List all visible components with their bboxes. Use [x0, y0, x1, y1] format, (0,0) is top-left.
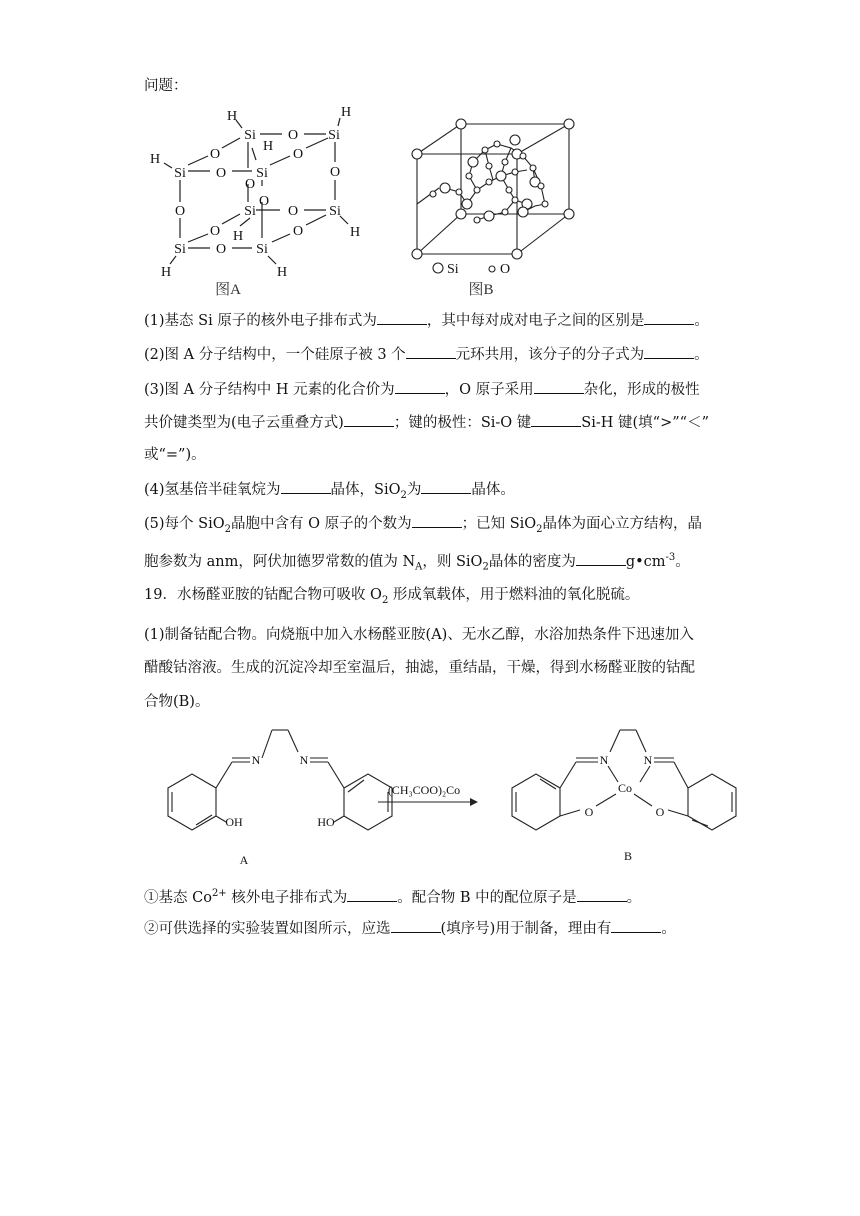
section-label: 问题：: [144, 78, 188, 94]
h-atom-label: H: [262, 139, 274, 154]
si-atom-label: Si: [328, 128, 340, 143]
answer-blank[interactable]: [531, 412, 581, 427]
hydroxyl-label: OH: [225, 815, 243, 829]
h-atom-label: H: [232, 229, 244, 244]
nitrogen-atom-label: N: [599, 753, 609, 767]
o-atom-label: O: [209, 224, 221, 239]
q18-part3-end: 或“=”)。: [144, 447, 206, 463]
si-atom-label: Si: [256, 166, 268, 181]
cobalt-atom-label: Co: [617, 781, 633, 795]
q18-part5: (5)每个 SiO$_2$晶胞中含有 O 原子的个数为 ；已知 SiO$_2$晶体为面心立方结构，晶: [144, 513, 702, 540]
answer-blank[interactable]: [644, 310, 694, 325]
q18-part4: (4)氢基倍半硅氧烷为 晶体，SiO$_2$为 晶体。: [144, 479, 515, 506]
q18-part3: (3)图 A 分子结构中 H 元素的化合价为 ，O 原子采用 杂化，形成的极性: [144, 379, 700, 400]
si-atom-label: Si: [174, 166, 186, 181]
answer-blank[interactable]: [347, 887, 397, 902]
oxygen-atom-label: O: [584, 805, 594, 819]
q19-sub1: ①基态 $Co^{2+}$ 核外电子排布式为 。配合物 B 中的配位原子是 。: [144, 888, 642, 906]
si-atom-label: Si: [256, 242, 268, 257]
answer-blank[interactable]: [644, 344, 694, 359]
oxygen-atom-label: O: [655, 805, 665, 819]
q19-paragraph-line: 醋酸钴溶液。生成的沉淀冷却至室温后，抽滤，重结晶，干燥，得到水杨醛亚胺的钴配: [144, 660, 695, 676]
figure-b-unit-cell: [405, 112, 595, 302]
figure-b-legend: [433, 262, 510, 277]
legend-si-label: Si: [447, 262, 459, 277]
nitrogen-atom-label: N: [251, 753, 261, 767]
o-atom-label: O: [292, 147, 304, 162]
q18-part5-cont: 胞参数为 anm，阿伏加德罗常数的值为 $N_A$，则 SiO$_2$晶体的密度为 $g•cm^{-3}$。: [144, 552, 690, 573]
figure-b-caption: 图B: [468, 282, 494, 298]
h-atom-label: H: [349, 225, 361, 240]
o-atom-label: O: [292, 224, 304, 239]
o-atom-label: O: [174, 204, 186, 219]
answer-blank[interactable]: [611, 918, 661, 933]
answer-blank[interactable]: [534, 379, 584, 394]
si-atom-label: Si: [329, 204, 341, 219]
reaction-scheme: [140, 722, 740, 872]
q18-part3-cont: 共价键类型为(电子云重叠方式) ；键的极性：Si-O 键 Si-H 键(填“>”“＜”: [144, 412, 709, 433]
figure-a-structure: [140, 98, 380, 303]
q19-paragraph-line: (1)制备钴配合物。向烧瓶中加入水杨醛亚胺(A)、无水乙醇，水浴加热条件下迅速加入: [144, 627, 694, 643]
o-atom-label: O: [287, 204, 299, 219]
o-atom-label: O: [287, 128, 299, 143]
answer-blank[interactable]: [577, 887, 627, 902]
o-atom-label: O: [215, 242, 227, 257]
compound-b-label: B: [623, 849, 633, 863]
q18-part2: (2)图 A 分子结构中，一个硅原子被 3 个 元环共用，该分子的分子式为 。: [144, 344, 709, 365]
o-atom-label: O: [329, 165, 341, 180]
answer-blank[interactable]: [412, 513, 462, 528]
o-atom-label: O: [258, 194, 270, 209]
q19-paragraph-line: 合物(B)。: [144, 694, 210, 710]
h-atom-label: H: [160, 265, 172, 280]
h-atom-label: H: [149, 152, 161, 167]
legend-o-label: O: [500, 262, 511, 277]
answer-blank[interactable]: [421, 479, 471, 494]
q19-title: 19．水杨醛亚胺的钴配合物可吸收 $O_2$ 形成氧载体，用于燃料油的氧化脱硫。: [144, 587, 640, 606]
figure-a-caption: 图A: [215, 282, 241, 298]
h-atom-label: H: [276, 265, 288, 280]
o-atom-label: O: [209, 147, 221, 162]
reagent-label: (CH₃COO)₂Co: [387, 783, 461, 797]
compound-a-label: A: [239, 853, 249, 867]
q18-part1: (1)基态 Si 原子的核外电子排布式为 ，其中每对成对电子之间的区别是 。: [144, 310, 709, 331]
si-atom-label: Si: [174, 242, 186, 257]
nitrogen-atom-label: N: [643, 753, 653, 767]
o-atom-label: O: [244, 177, 256, 192]
answer-blank[interactable]: [344, 412, 394, 427]
hydroxyl-label: HO: [317, 815, 335, 829]
answer-blank[interactable]: [377, 310, 427, 325]
answer-blank[interactable]: [406, 344, 456, 359]
si-atom-label: Si: [244, 128, 256, 143]
answer-blank[interactable]: [395, 379, 445, 394]
si-atom-label: Si: [244, 204, 256, 219]
answer-blank[interactable]: [391, 918, 441, 933]
h-atom-label: H: [226, 109, 238, 124]
answer-blank[interactable]: [576, 551, 626, 566]
nitrogen-atom-label: N: [299, 753, 309, 767]
o-atom-label: O: [215, 166, 227, 181]
h-atom-label: H: [340, 105, 352, 120]
answer-blank[interactable]: [281, 479, 331, 494]
q19-sub2: ②可供选择的实验装置如图所示，应选 (填序号)用于制备，理由有 。: [144, 918, 676, 939]
